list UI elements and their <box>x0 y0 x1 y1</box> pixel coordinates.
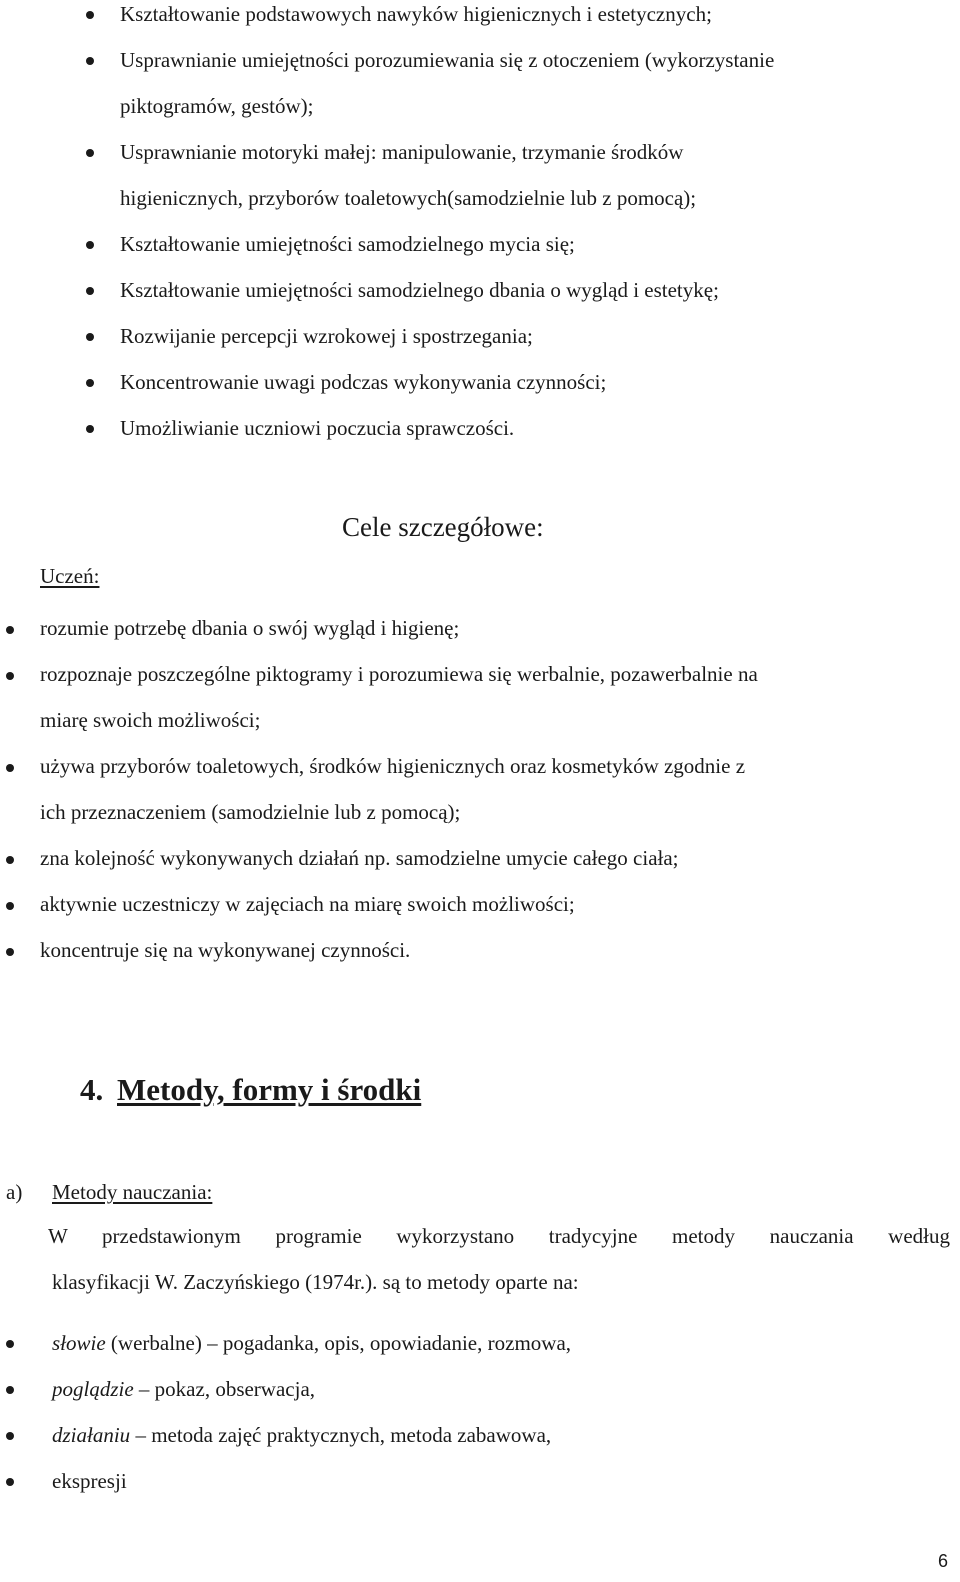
bullet-icon <box>6 672 14 680</box>
list-item: Usprawnianie umiejętności porozumiewania się z otoczeniem (wykorzystanie <box>120 48 775 72</box>
list-item-continuation: piktogramów, gestów); <box>120 94 314 118</box>
method-term: poglądzie <box>52 1377 134 1401</box>
bullet-icon <box>6 1478 14 1486</box>
list-item <box>52 1425 551 1446</box>
list-item: rozpoznaje poszczególne piktogramy i porozumiewa się werbalnie, pozawerbalnie na <box>40 662 758 686</box>
bullet-icon <box>86 379 94 387</box>
bullet-icon <box>6 764 14 772</box>
section-title: Metody, formy i środki <box>117 1072 422 1107</box>
method-description: ekspresji <box>52 1469 127 1493</box>
list-item: koncentruje się na wykonywanej czynności. <box>40 938 411 962</box>
list-item: Kształtowanie umiejętności samodzielnego dbania o wygląd i estetykę; <box>120 278 719 302</box>
section-heading: Cele szczegółowe: <box>342 512 544 542</box>
section-number: 4. <box>80 1072 104 1107</box>
list-item <box>52 1333 571 1354</box>
bullet-icon <box>6 902 14 910</box>
list-item: aktywnie uczestniczy w zajęciach na miarę swoich możliwości; <box>40 892 575 916</box>
bullet-icon <box>86 57 94 65</box>
list-item: Kształtowanie umiejętności samodzielnego mycia się; <box>120 232 575 256</box>
list-item: używa przyborów toaletowych, środków higienicznych oraz kosmetyków zgodnie z <box>40 754 746 778</box>
list-item: Rozwijanie percepcji wzrokowej i spostrzegania; <box>120 324 533 348</box>
subsection-title: Metody nauczania: <box>52 1180 213 1204</box>
method-description: – pokaz, obserwacja, <box>133 1377 316 1401</box>
method-description: – metoda zajęć praktycznych, metoda zabawowa, <box>130 1423 552 1447</box>
list-item: zna kolejność wykonywanych działań np. samodzielne umycie całego ciała; <box>40 846 679 870</box>
section-4-heading <box>80 1074 421 1105</box>
bullet-icon <box>86 11 94 19</box>
bullet-icon <box>6 1432 14 1440</box>
paragraph-line: W przedstawionym programie wykorzystano tradycyjne metody nauczania według <box>48 1224 950 1248</box>
bullet-icon <box>86 333 94 341</box>
bullet-icon <box>86 287 94 295</box>
method-term: słowie <box>52 1331 106 1355</box>
bullet-icon <box>6 1340 14 1348</box>
bullet-icon <box>6 948 14 956</box>
list-item-continuation: miarę swoich możliwości; <box>40 708 261 732</box>
list-item: Usprawnianie motoryki małej: manipulowanie, trzymanie środków <box>120 140 684 164</box>
student-label: Uczeń: <box>40 564 100 588</box>
bullet-icon <box>6 856 14 864</box>
list-item: rozumie potrzebę dbania o swój wygląd i higienę; <box>40 616 460 640</box>
list-item: Umożliwianie uczniowi poczucia sprawczości. <box>120 416 515 440</box>
bullet-icon <box>86 241 94 249</box>
list-item-continuation: higienicznych, przyborów toaletowych(samodzielnie lub z pomocą); <box>120 186 697 210</box>
method-term: działaniu <box>52 1423 131 1447</box>
bullet-icon <box>6 626 14 634</box>
list-item-continuation: ich przeznaczeniem (samodzielnie lub z pomocą); <box>40 800 461 824</box>
list-item <box>52 1379 315 1400</box>
bullet-icon <box>6 1386 14 1394</box>
list-item <box>52 1471 127 1492</box>
list-item: Koncentrowanie uwagi podczas wykonywania czynności; <box>120 370 607 394</box>
method-description: (werbalne) – pogadanka, opis, opowiadanie, rozmowa, <box>105 1331 572 1355</box>
page-number: 6 <box>938 1551 949 1571</box>
bullet-icon <box>86 149 94 157</box>
subsection-marker: a) <box>6 1180 23 1204</box>
bullet-icon <box>86 425 94 433</box>
paragraph-line: klasyfikacji W. Zaczyńskiego (1974r.). są to metody oparte na: <box>52 1270 579 1294</box>
list-item: Kształtowanie podstawowych nawyków higienicznych i estetycznych; <box>120 2 712 26</box>
